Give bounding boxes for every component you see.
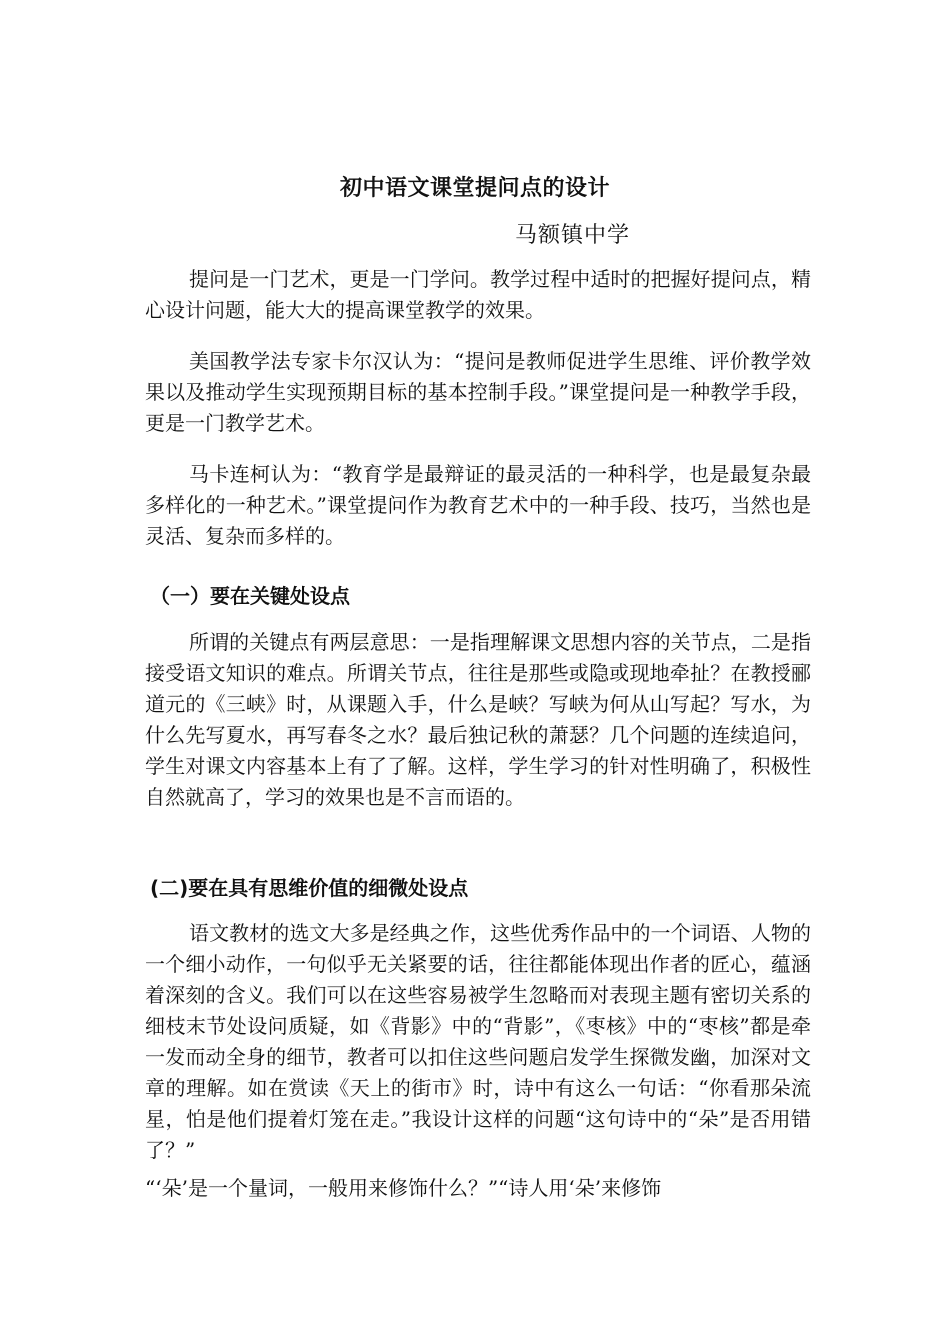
section1-body: 所谓的关键点有两层意思：一是指理解课文思想内容的关节点，二是指接受语文知识的难点。所谓关节点，往往是那些或隐或现地牵扯？在教授郦道元的《三峡》时，从课题入手，什么是峡？写峡为何从山写起？写水，为什么先写夏水，再写春冬之水？最后独记秋的萧瑟？几个问题的连续追问，学生对课文内容基本上有了了解。这样，学生学习的针对性明确了，积极性自然就高了，学习的效果也是不言而语的。: [145, 630, 811, 809]
section2-continuation: “‘朵’是一个量词，一般用来修饰什么？”“诗人用‘朵’来修饰: [145, 1176, 662, 1200]
document-title: 初中语文课堂提问点的设计: [339, 176, 610, 201]
intro-paragraph-1: 提问是一门艺术，更是一门学问。教学过程中适时的把握好提问点，精心设计问题，能大大的提高课堂教学的效果。: [145, 267, 811, 322]
author-school: 马额镇中学: [515, 223, 631, 248]
section-heading-2: (二)要在具有思维价值的细微处设点: [150, 876, 469, 900]
section-heading-1: （一）要在关键处设点: [150, 584, 350, 608]
section2-body: 语文教材的选文大多是经典之作，这些优秀作品中的一个词语、人物的一个细小动作，一句似乎无关紧要的话，往往都能体现出作者的匠心，蕴涵着深刻的含义。我们可以在这些容易被学生忽略而对表现主题有密切关系的细枝末节处设问质疑，如《背影》中的“背影”，《枣核》中的“枣核”都是牵一发而动全身的细节，教者可以扣住这些问题启发学生探微发幽，加深对文章的理解。如在赏读《天上的街市》时，诗中有这么一句话：“你看那朵流星，怕是他们提着灯笼在走。”我设计这样的问题“这句诗中的“朵”是否用错了？”: [145, 921, 811, 1162]
intro-paragraph-2: 美国教学法专家卡尔汉认为：“提问是教师促进学生思维、评价教学效果以及推动学生实现预期目标的基本控制手段。”课堂提问是一种教学手段，更是一门教学艺术。: [145, 349, 811, 435]
intro-paragraph-3: 马卡连柯认为：“教育学是最辩证的最灵活的一种科学，也是最复杂最多样化的一种艺术。”课堂提问作为教育艺术中的一种手段、技巧，当然也是灵活、复杂而多样的。: [145, 462, 811, 548]
